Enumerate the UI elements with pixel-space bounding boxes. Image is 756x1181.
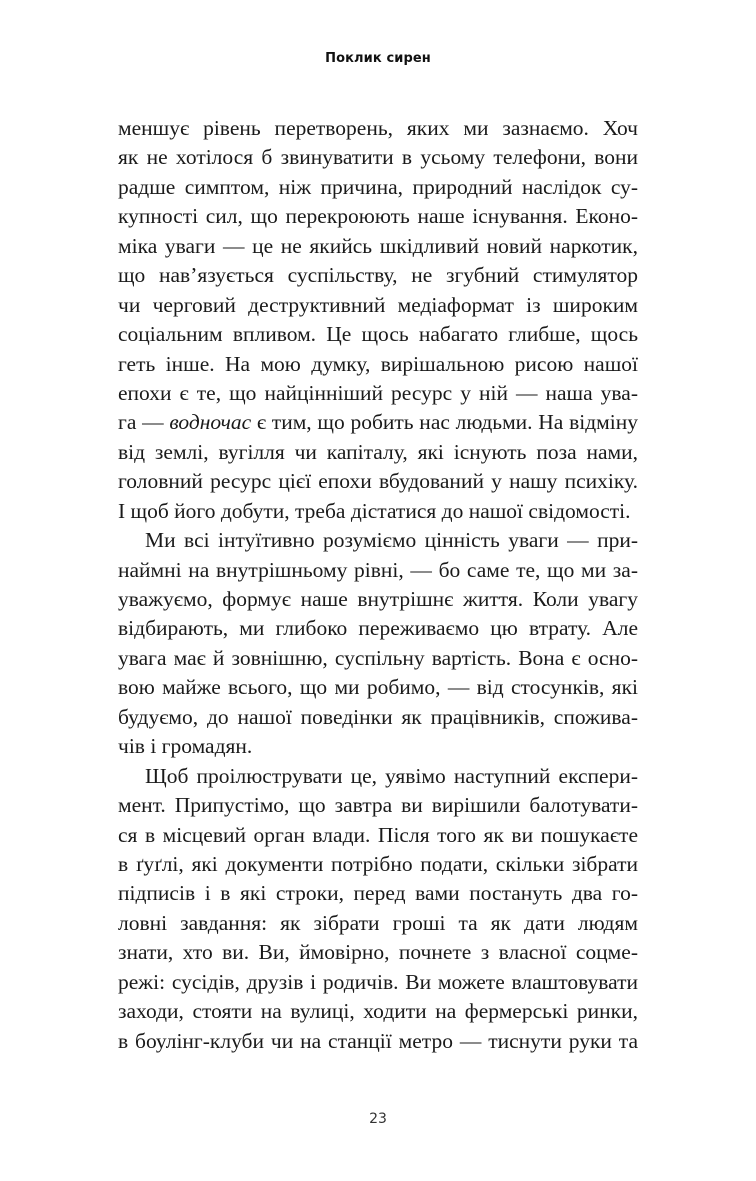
text-line: будуємо, до нашої поведінки як працівників, спожива-: [118, 704, 638, 729]
paragraph: [118, 762, 638, 1056]
paragraph: [118, 526, 638, 762]
text-line: ся в місцевий орган влади. Після того як ви пошукаєте: [118, 822, 638, 847]
text-line: чи черговий деструктивний медіаформат із широким: [118, 292, 638, 317]
text-line: знати, хто ви. Ви, ймовірно, почнете з власної соцме-: [118, 940, 638, 965]
text-line: ловні завдання: як зібрати гроші та як дати людям: [118, 910, 638, 935]
text-line: чів і громадян.: [118, 734, 253, 759]
text-run: є тим, що робить нас людьми. На відміну: [251, 410, 638, 435]
text-line: від землі, вугілля чи капіталу, які існують поза нами,: [118, 439, 638, 464]
text-line: соціальним впливом. Це щось набагато глибше, щось: [118, 322, 638, 347]
text-line: головний ресурс цієї епохи вбудований у нашу психіку.: [118, 469, 638, 494]
paragraph: [118, 114, 638, 526]
text-line: що нав’язується суспільству, не згубний стимулятор: [118, 263, 638, 288]
text-line: заходи, стояти на вулиці, ходити на фермерські ринки,: [118, 999, 638, 1024]
text-line: як не хотілося б звинуватити в усьому телефони, вони: [118, 145, 638, 170]
text-line: [118, 408, 638, 437]
text-run: га —: [118, 410, 170, 435]
text-line: меншує рівень перетворень, яких ми зазнаємо. Хоч: [118, 116, 638, 140]
text-line: увага має й зовнішню, суспільну вартість. Вона є осно-: [118, 645, 638, 670]
body-text: [118, 114, 638, 1056]
text-line: в боулінг-клуби чи на станції метро — тиснути руки та: [118, 1028, 638, 1053]
text-line: епохи є те, що найцінніший ресурс у ній — наша ува-: [118, 380, 638, 405]
page-number: 23: [369, 1111, 387, 1127]
text-line: Ми всі інтуїтивно розуміємо цінність уваги — при-: [145, 528, 638, 553]
text-line: уважуємо, формує наше внутрішнє життя. Коли увагу: [118, 587, 638, 611]
text-line: в ґуґлі, які документи потрібно подати, скільки зібрати: [118, 851, 638, 876]
text-line: відбирають, ми глибоко переживаємо цю втрату. Але: [118, 616, 638, 641]
text-line: вою майже всього, що ми робимо, — від стосунків, які: [118, 675, 638, 700]
text-line: Щоб проілюструвати це, уявімо наступний експери-: [145, 763, 638, 788]
text-line: міка уваги — це не якийсь шкідливий новий наркотик,: [118, 233, 638, 258]
text-line: геть інше. На мою думку, вирішальною рисою нашої: [118, 351, 638, 376]
text-line: І щоб його добути, треба дістатися до нашої свідомості.: [118, 498, 631, 523]
running-head: Поклик сирен: [325, 51, 431, 66]
emphasis-word: водночас: [169, 410, 252, 435]
text-line: купності сил, що перекроюють наше існування. Еконо-: [118, 204, 638, 229]
text-line: мент. Припустімо, що завтра ви вирішили балотувати-: [118, 793, 638, 818]
text-line: наймні на внутрішньому рівні, — бо саме те, що ми за-: [118, 557, 638, 582]
text-line: радше симптом, ніж причина, природний наслідок су-: [118, 174, 638, 199]
text-line: режі: сусідів, друзів і родичів. Ви можете влаштовувати: [118, 969, 638, 994]
text-line: підписів і в які строки, перед вами постануть два го-: [118, 881, 638, 906]
